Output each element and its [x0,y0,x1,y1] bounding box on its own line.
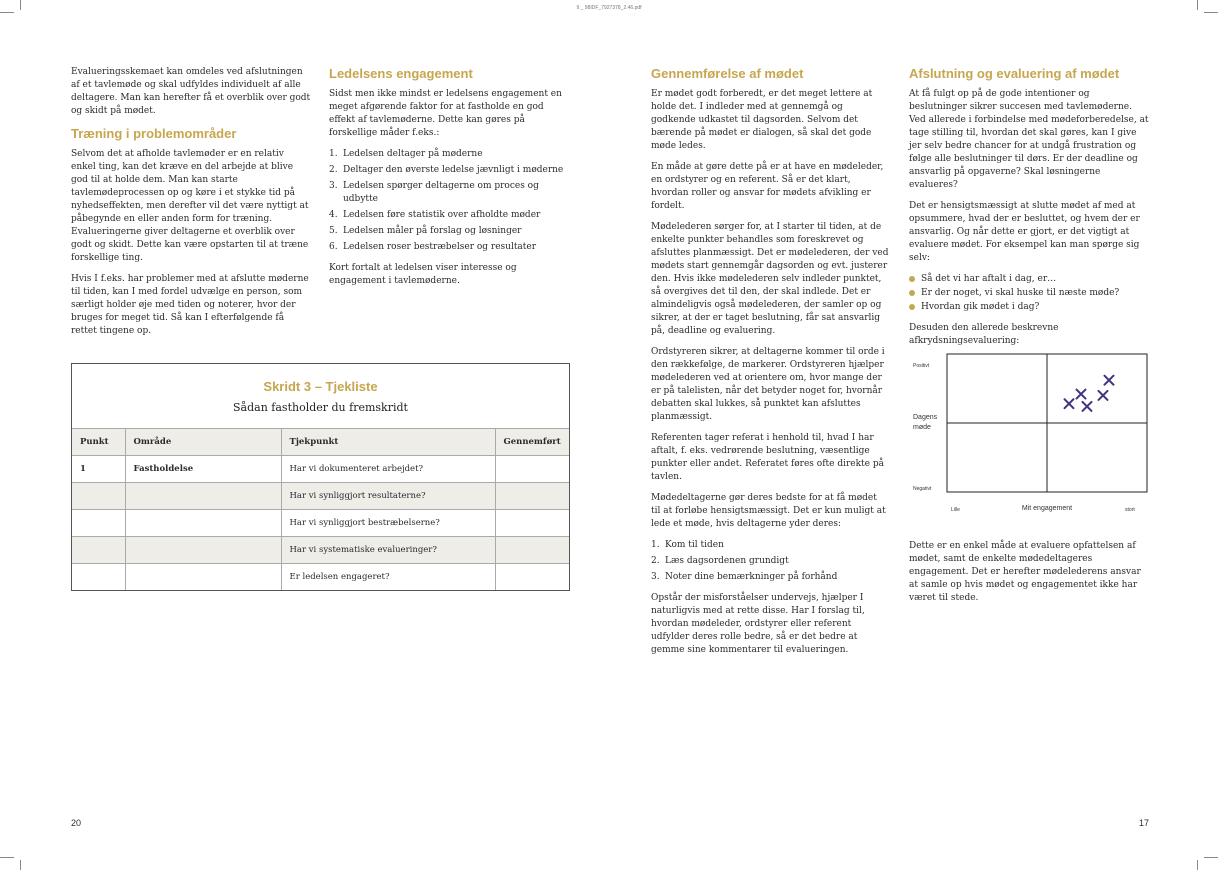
list-item: 1. Ledelsen deltager på møderne [329,149,483,159]
cell-omraade [125,537,281,564]
paragraph: Sidst men ikke mindst er ledelsens engagement en meget afgørende faktor for at fastholde en god effekt af tavlemøderne. Dette kan gøres på forskellige måder f.eks.: [329,89,562,138]
cell-omraade [125,510,281,537]
right-col-2-bottom [909,540,1149,613]
y-top-label: Positivt [913,363,930,369]
paragraph: Kort fortalt at ledelsen viser interesse og engagement i tavlemøderne. [329,263,517,286]
cell-tjekpunkt: Har vi systematiske evalueringer? [281,537,495,564]
cell-tjekpunkt: Har vi synliggjort resultaterne? [281,483,495,510]
cell-omraade [125,564,281,591]
crop-mark [0,12,14,13]
list-item: 1. Kom til tiden [651,540,724,550]
cell-gennemfoert [495,510,569,537]
data-point-x-marker [1077,390,1086,399]
paragraph: En måde at gøre dette på er at have en mødeleder, en ordstyrer og en referent. Så er det klart, hvordan roller og ansvar for mødets afvikling er fordelt. [651,162,884,211]
cell-punkt [72,483,125,510]
cell-omraade [125,483,281,510]
cell-punkt: 1 [72,456,125,483]
page-number-left: 20 [71,818,82,828]
engagement-list [329,148,569,254]
heading-gennemfoerelse: Gennemførelse af mødet [651,66,804,81]
right-col-1 [651,66,889,665]
column-header: Område [125,429,281,456]
cell-omraade: Fastholdelse [125,456,281,483]
list-item: Er der noget, vi skal huske til næste møde? [909,287,1149,300]
paragraph: Er mødet godt forberedt, er det meget lettere at holde det. I indleder med at gennemgå og godkende udkastet til dagsorden. Selvom det bærende på mødet er dialogen, så skal det gode møde ledes. [651,89,873,151]
paragraph: Referenten tager referat i henhold til, hvad I har aftalt, f. eks. vedrørende beslutning, væsentlige punkter eller andet. Referatet føres ofte direkte på tavlen. [651,433,884,482]
cell-punkt [72,537,125,564]
crop-mark [0,857,14,858]
table-row [72,564,569,591]
heading-ledelsens-engagement: Ledelsens engagement [329,66,473,81]
paragraph: Mødedeltagerne gør deres bedste for at få mødet til at forløbe hensigtsmæssigt. Det er kun muligt at lede et møde, hvis deltagerne yder deres: [651,493,886,529]
paragraph: Opstår der misforståelser undervejs, hjælper I naturligvis med at rette disse. Har I forslag til, hvordan mødeleder, ordstyrer eller referent udfylder deres rolle bedre, så er det bedre at gemme sine kommentarer til evalueringen. [651,593,865,655]
bullet-icon [909,276,915,282]
list-item: 3. Ledelsen spørger deltagerne om proces og udbytte [329,181,539,204]
list-item: 4. Ledelsen føre statistik over afholdte møder [329,210,541,220]
column-header: Punkt [72,429,125,456]
list-item: 6. Ledelsen roser bestræbelser og resultater [329,242,537,252]
cell-punkt [72,510,125,537]
left-col-2 [329,66,569,296]
x-left-label: Lille [951,507,960,513]
crop-mark [1204,857,1218,858]
cell-gennemfoert [495,564,569,591]
data-point-x-marker [1105,376,1114,385]
x-right-label: stort [1125,507,1135,513]
checklist-box [71,363,570,591]
crop-mark [1197,0,1198,10]
table-row [72,483,569,510]
cell-gennemfoert [495,456,569,483]
paragraph: Dette er en enkel måde at evaluere opfattelsen af mødet, samt de enkelte mødedeltageres engagement. Det er herefter mødelederens ansvar at samle op hvis mødet og engagementet ikke har været til stede. [909,541,1141,603]
heading-traening: Træning i problemområder [71,126,237,141]
list-item: 2. Læs dagsordenen grundigt [651,556,789,566]
crop-mark [1197,860,1198,870]
left-col-1 [71,66,311,346]
paragraph: Ordstyreren sikrer, at deltagerne kommer til orde i den rækkefølge, de markerer. Ordstyreren hjælper mødelederen ved at orientere om, hvor mange der er på talelisten, når det betyder noget for, hvornår debatten skal lukkes, så punktet kan afsluttes planmæssigt. [651,347,885,422]
checklist-table [72,428,569,590]
table-row [72,510,569,537]
page-number-right: 17 [1139,818,1150,828]
checklist-subtitle: Sådan fastholder du fremskridt [233,401,408,414]
y-mid-label: Dagens [913,414,938,421]
list-item: Hvordan gik mødet i dag? [909,301,1149,314]
y-mid-label: møde [913,424,931,431]
chart-points [1065,376,1114,411]
table-row [72,456,569,483]
crop-mark [1204,12,1218,13]
bullet-icon [909,290,915,296]
cell-gennemfoert [495,483,569,510]
column-header: Gennemført [495,429,569,456]
evaluation-chart [905,348,1155,518]
data-point-x-marker [1065,399,1074,408]
list-item: Så det vi har aftalt i dag, er… [909,273,1149,286]
right-col-2 [909,66,1149,356]
paragraph: Det er hensigtsmæssigt at slutte mødet af med at opsummere, hvad der er besluttet, og hvem der er ansvarlig. Og når dette er gjort, er det vigtigt at evaluere mødet. For eksempel kan man spørge sig selv: [909,201,1140,263]
table-row [72,537,569,564]
paragraph: Hvis I f.eks. har problemer med at afslutte møderne til tiden, kan I med fordel udvælge en person, som særligt holder øje med tiden og noterer, hvor der bruges for meget tid. Så kan I efterfølgende få rettet tingene op. [71,274,309,336]
list-item: 2. Deltager den øverste ledelse jævnligt i møderne [329,165,564,175]
cell-tjekpunkt: Har vi dokumenteret arbejdet? [281,456,495,483]
paragraph: Selvom det at afholde tavlemøder er en relativ enkel ting, kan det kræve en del arbejde at blive god til at holde dem. Man kan starte tavlemødeprocessen op og køre i et stykke tid på nyhedseffekten, men derefter vil det være nyttigt at påbegynde en eller anden form for træning. Evalueringerne giver deltagerne et overblik over godt og skidt. Dette kan være opstarten til at træne forskellige ting. [71,149,309,263]
y-bottom-label: Negativt [913,486,932,492]
paragraph: At få fulgt op på de gode intentioner og beslutninger sikrer succesen med tavlemøderne. Ved allerede i forbindelse med mødeforberedelse, at tage stilling til, hvordan det skal gøres, kan I give jer selv bedre chancer for at undgå frustration og følge alle beslutninger til dørs. Er der deadline og ansvarlig på opgaverne? Skal løsningerne evalueres? [909,89,1149,190]
cell-tjekpunkt: Har vi synliggjort bestræbelserne? [281,510,495,537]
paragraph: Desuden den allerede beskrevne afkrydsningsevaluering: [909,323,1059,346]
paragraph: Mødelederen sørger for, at I starter til tiden, at de enkelte punkter behandles som foreskrevet og afsluttes planmæssigt. Det er mødelederen, der ved mødets start gennemgår dagsorden og evt. justerer den. Hvis ikke mødelederen selv indleder punktet, så overgives det til den, der skal indlede. Det er almindeligvis også mødelederen, der samler op og sikrer, at der er taget beslutning, får sat ansvarlig på, deadline og evaluering. [651,222,889,336]
participant-list [651,539,889,584]
cell-punkt [72,564,125,591]
crop-mark [20,0,21,10]
crop-mark [20,860,21,870]
data-point-x-marker [1083,402,1092,411]
list-item: 3. Noter dine bemærkninger på forhånd [651,572,838,582]
x-center-label: Mit engagement [1021,505,1073,512]
list-item: 5. Ledelsen måler på forslag og løsninger [329,226,522,236]
question-list [909,273,1149,314]
cell-gennemfoert [495,537,569,564]
data-point-x-marker [1099,391,1108,400]
cell-tjekpunkt: Er ledelsen engageret? [281,564,495,591]
bullet-icon [909,304,915,310]
file-name: 9 _ 98IDF_7927378_2.46.pdf [576,5,642,11]
intro-paragraph: Evalueringsskemaet kan omdeles ved afslutningen af et tavlemøde og skal udfyldes individuelt af alle deltagere. Man kan herefter få et overblik over godt og skidt på mødet. [71,67,311,116]
checklist-title: Skridt 3 – Tjekliste [263,379,378,394]
heading-afslutning: Afslutning og evaluering af mødet [909,66,1120,81]
column-header: Tjekpunkt [281,429,495,456]
table-header-row [72,429,569,456]
